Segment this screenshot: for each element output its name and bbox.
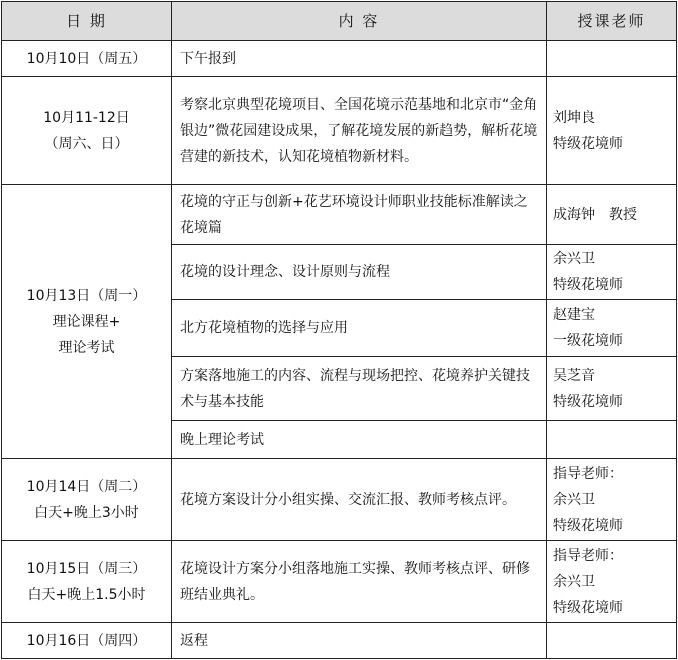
teacher-cell [547,185,677,245]
content-cell: 花境的守正与创新+花艺环境设计师职业技能标准解读之花境篇 [172,185,547,245]
teacher-line: 余兴卫 [553,573,595,590]
table-row [2,541,677,623]
table-row [2,41,677,77]
teacher-line: 赵建宝 [553,307,595,323]
teacher-line: 一级花境师 [553,333,623,349]
table-row [2,185,677,245]
content-cell: 考察北京典型花境项目、全国花境示范基地和北京市“金角银边”微花园建设成果，了解花境发展的新趋势，解析花境营建的新技术，认知花境植物新材料。 [172,77,547,185]
teacher-line: 特级花境师 [553,517,623,534]
content-cell: 返程 [172,623,547,659]
teacher-cell [547,541,677,623]
date-line: 10月15日（周三） [26,560,147,577]
date-line: 白天+晚上1.5小时 [27,586,146,603]
header-content: 内 容 [172,2,547,41]
header-row [2,2,677,41]
teacher-line: 吴芝音 [553,367,595,384]
teacher-line: 特级花境师 [553,393,623,410]
teacher-cell [547,77,677,185]
header-teacher: 授课老师 [547,2,677,41]
table-row [2,623,677,659]
teacher-line: 指导老师： [553,465,623,482]
date-line: 10月11-12日 [43,109,130,126]
date-line: 10月16日（周四） [26,632,147,649]
teacher-line: 特级花境师 [553,277,623,293]
date-line: 10月14日（周二） [26,478,147,495]
teacher-cell [547,357,677,421]
teacher-line: 刘坤良 [553,109,595,126]
teacher-cell [547,623,677,659]
teacher-line: 余兴卫 [553,491,595,508]
teacher-cell [547,459,677,541]
header-date: 日 期 [2,2,172,41]
date-line: 10月10日（周五） [26,50,147,67]
table-row [2,459,677,541]
content-cell: 下午报到 [172,41,547,77]
date-cell [2,459,172,541]
teacher-cell [547,41,677,77]
content-cell: 晚上理论考试 [172,421,547,459]
teacher-cell [547,421,677,459]
teacher-line: 成海钟 教授 [553,206,637,223]
content-cell: 花境方案设计分小组实操、交流汇报、教师考核点评。 [172,459,547,541]
date-cell [2,41,172,77]
teacher-line: 指导老师： [553,547,623,564]
date-line: 白天+晚上3小时 [34,504,139,521]
date-line: 理论考试 [58,339,115,356]
schedule-table [1,1,677,659]
content-cell: 方案落地施工的内容、流程与现场把控、花境养护关键技术与基本技能 [172,357,547,421]
teacher-line: 特级花境师 [553,135,623,152]
date-line: （周六、日） [44,135,129,152]
date-cell [2,185,172,459]
date-line: 10月13日（周一） [26,287,147,304]
date-cell [2,623,172,659]
table-row [2,77,677,185]
content-cell: 花境设计方案分小组落地施工实操、教师考核点评、研修班结业典礼。 [172,541,547,623]
date-cell [2,77,172,185]
date-cell [2,541,172,623]
content-cell: 花境的设计理念、设计原则与流程 [172,245,547,300]
teacher-cell [547,245,677,300]
content-cell: 北方花境植物的选择与应用 [172,300,547,357]
teacher-line: 余兴卫 [553,251,595,267]
date-line: 理论课程+ [52,313,121,330]
teacher-cell [547,300,677,357]
teacher-line: 特级花境师 [553,599,623,616]
